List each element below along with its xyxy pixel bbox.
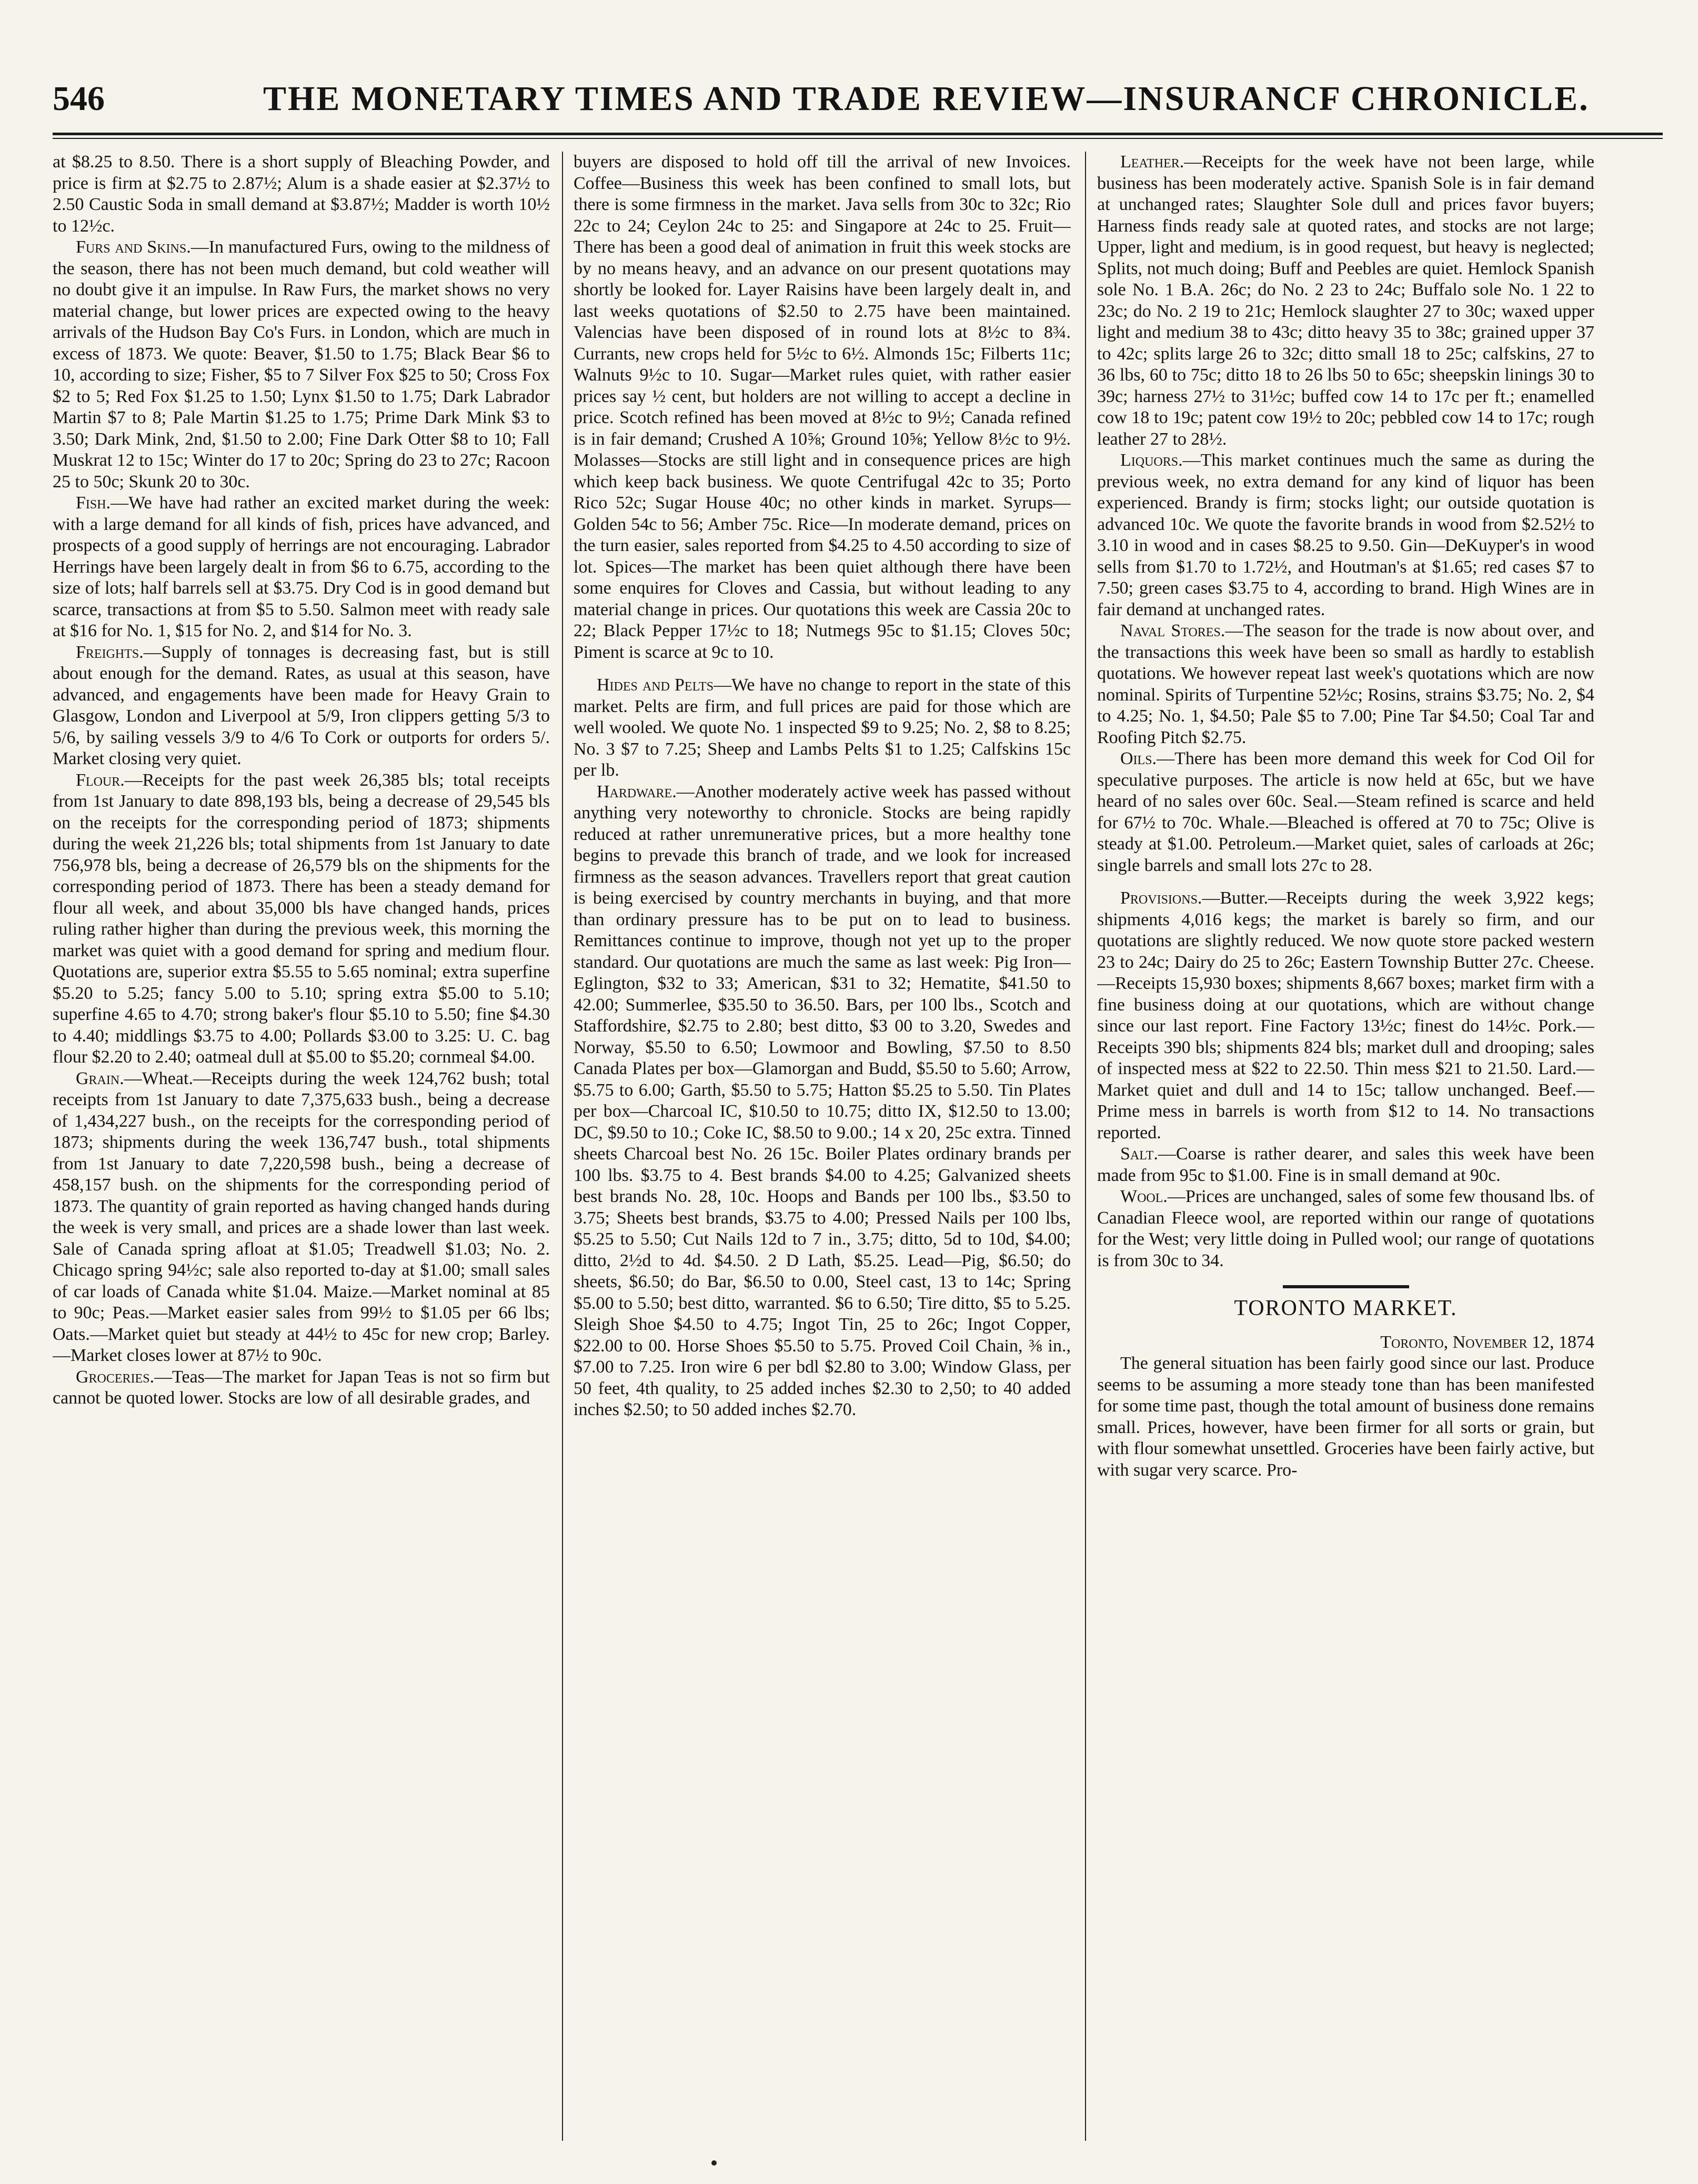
section-body: —Another moderately active week has passed without anything very noteworthy to chronicle. Stocks are being rapidly reduced at rather unremunerative prices, but a more healthy tone begins to prevade this branch of trade, and we look for increased firmness as the season advances. Travellers report that great caution is being exercised by country merchants in buying, and that more than ordinary pressure has to be put on to lead to business. Remittances continue to improve, though not yet up to the proper standard. Our quotations are much the same as last week: Pig Iron—Eglington, $32 to 33; American, $31 to 32; Hematite, $41.50 to 42.00; Summerlee, $35.50 to 36.50. Bars, per 100 lbs., Scotch and Staffordshire, $2.75 to 2.80; best ditto, $3 00 to 3.20, Swedes and Norway, $5.50 to 6.50; Lowmoor and Bowling, $7.50 to 8.50 Canada Plates per box—Glamorgan and Budd, $5.50 to 5.60; Arrow, $5.75 to 6.00; Garth, $5.50 to 5.75; Hatton $5.25 to 5.50. Tin Plates per box—Charcoal IC, $10.50 to 10.75; ditto IX, $12.50 to 13.00; DC, $9.50 to 10.; Coke IC, $8.50 to 9.00.; 14 x 20, 25c extra. Tinned sheets Charcoal best No. 26 15c. Boiler Plates ordinary brands per 100 lbs. $3.75 to 4. Best brands $4.00 to 4.25; Galvanized sheets best brands No. 28, 10c. Hoops and Bands per 100 lbs., $3.50 to 3.75; Sheets best brands, $3.75 to 4.00; Pressed Nails per 100 lbs, $5.25 to 5.50; Cut Nails 12d to 7 in., 3.75; ditto, 5d to 10d, $4.00; ditto, 2½d to 4d. $4.50. 2 D Lath, $5.25. Lead—Pig, $6.50; do sheets, $6.50; do Bar, $6.50 to 0.00, Steel cast, 13 to 14c; Spring $5.00 to 5.50; best ditto, warranted. $6 to 6.50; Tire ditto, $5 to 5.25. Sleigh Shoe $4.50 to 4.75; Ingot Tin, 25 to 26c; Ingot Copper, $22.00 to 00. Horse Shoes $5.50 to 5.75. Proved Coil Chain, ⅜ in., $7.00 to 7.25. Iron wire 6 per bdl $2.80 to 3.00; Window Glass, per 50 feet, 4th quality, to 25 added inches $2.30 to 2,50; to 40 added inches $2.50; to 50 added inches $2.70.: [574, 782, 1071, 1419]
section-body: —Receipts for the week have not been large, while business has been moderately active. Spanish Sole is in fair demand at unchanged rates; Slaughter Sole dull and prices favor buyers; Harness finds ready sale at quoted rates, and stocks are not large; Upper, light and medium, is in good request, but heavy is neglected; Splits, not much doing; Buff and Peebles are quiet. Hemlock Spanish sole No. 1 B.A. 26c; do No. 2 23 to 24c; Buffalo sole No. 1 22 to 23c; do No. 2 19 to 21c; Hemlock slaughter 27 to 30c; waxed upper light and medium 38 to 43c; ditto heavy 35 to 38c; grained upper 37 to 42c; splits large 26 to 32c; ditto small 18 to 25c; calfskins, 27 to 36 lbs, 60 to 75c; ditto 18 to 26 lbs 50 to 65c; sheepskin linings 30 to 39c; harness 27½ to 31½c; buffed cow 14 to 17c per ft.; enamelled cow 18 to 19c; patent cow 19½ to 20c; pebbled cow 14 to 17c; rough leather 27 to 28½.: [1097, 152, 1594, 449]
section-heading: Oils.: [1120, 749, 1157, 768]
section-heading: Liquors.: [1120, 450, 1183, 470]
section-body: —We have had rather an excited market during the week: with a large demand for all kinds of fish, prices have advanced, and prospects of a good supply of herrings are not encouraging. Labrador Herrings have been largely dealt in from $6 to 6.75, according to the size of lots; half barrels sell at $3.75. Dry Cod is in good demand but scarce, transactions at from $5 to 5.50. Salmon meet with ready sale at $16 for No. 1, $15 for No. 2, and $14 for No. 3.: [53, 493, 550, 640]
section-body: —Coarse is rather dearer, and sales this week have been made from 95c to $1.00. Fine is in small demand at 90c.: [1097, 1144, 1594, 1185]
section-body: —This market continues much the same as during the previous week, no extra demand for any kind of liquor has been experienced. Brandy is firm; stocks light; our outside quotation is advanced 10c. We quote the favorite brands in wood from $2.52½ to 3.10 in wood and in cases $8.25 to 9.50. Gin—DeKuyper's in wood sells from $1.70 to 1.72½, and Houtman's at $1.65; red cases $7 to 7.50; green cases $3.75 to 4, according to brand. High Wines are in fair demand at unchanged rates.: [1097, 450, 1594, 619]
chemicals-paragraph: at $8.25 to 8.50. There is a short supply of Bleaching Powder, and price is firm at $2.75 to 2.87½; Alum is a shade easier at $2.37½ to 2.50 Caustic Soda in small demand at $3.87½; Madder is worth 10½ to 12½c.: [53, 152, 550, 236]
section-heading: Provisions.: [1120, 888, 1202, 908]
section-body: —Receipts for the past week 26,385 bls; total receipts from 1st January to date 898,193 bls, being a decrease of 29,545 bls on the receipts for the corresponding period of 1873; shipments during the week 21,226 bls; total shipments from 1st January to date 756,978 bls, being a decrease of 26,579 bls on the shipments for the corresponding period of 1873. There has been a steady demand for flour all week, and about 35,000 bls have changed hands, prices ruling rather higher than during the previous week, this morning the market was quiet with a good demand for spring and medium flour. Quotations are, superior extra $5.55 to 5.65 nominal; extra superfine $5.20 to 5.25; fancy 5.00 to 5.10; spring extra $5.00 to 5.10; superfine 4.65 to 4.70; strong baker's flour $5.10 to 5.50; fine $4.30 to 4.40; middlings $3.75 to 4.00; Pollards $3.00 to 3.25: U. C. bag flour $2.20 to 2.40; oatmeal dull at $5.00 to $5.20; cornmeal $4.00.: [53, 770, 550, 1067]
section-heading: Grain.: [76, 1068, 124, 1088]
column-3: [1097, 152, 1594, 2151]
furs-section: [53, 237, 550, 493]
section-heading: Fish.: [76, 493, 111, 513]
section-heading: Wool.: [1120, 1187, 1168, 1206]
provisions-section: [1097, 888, 1594, 1144]
section-divider-rule: [1283, 1285, 1409, 1288]
section-body: —Supply of tonnages is decreasing fast, but is still about enough for the demand. Rates, as usual at this season, have advanced, and engagements have been made for Heavy Grain to Glasgow, London and Liverpool at 5/9, Iron clippers getting 5/3 to 5/6, by sailing vessels 3/9 to 4/6 To Cork or outports for orders 5/. Market closing very quiet.: [53, 642, 550, 768]
naval-stores-section: [1097, 620, 1594, 748]
section-heading: Freights.: [76, 642, 144, 662]
section-body: —The season for the trade is now about over, and the transactions this week have been so small as hardly to establish quotations. We however repeat last week's quotations which are now nominal. Spirits of Turpentine 52½c; Rosins, strains $3.75; No. 2, $4 to 4.25; No. 1, $4.50; Pale $5 to 7.00; Pine Tar $4.50; Coal Tar and Roofing Pitch $2.75.: [1097, 621, 1594, 747]
section-body: —Butter.—Receipts during the week 3,922 kegs; shipments 4,016 kegs; the market is barely so firm, and our quotations are slightly reduced. We now quote store packed western 23 to 24c; Dairy do 25 to 26c; Eastern Township Butter 27c. Cheese.—Receipts 15,930 boxes; shipments 8,667 boxes; market firm with a fine business doing at our quotations, which are without change since our last report. Fine Factory 13½c; finest do 14½c. Pork.—Receipts 390 bls; shipments 824 bls; market dull and drooping; sales of inspected mess at $22 to 22.50. Thin mess $21 to 21.50. Lard.—Market quiet and dull and 14 to 15c; tallow unchanged. Beef.—Prime mess in barrels is worth from $12 to 14. No transactions reported.: [1097, 888, 1594, 1143]
section-gap: [1097, 876, 1594, 888]
section-body: —In manufactured Furs, owing to the mildness of the season, there has not been much demand, but cold weather will no doubt give it an impulse. In Raw Furs, the market shows no very material change, but lower prices are expected owing to the heavy arrivals of the Hudson Bay Co's Furs. in London, which are much in excess of 1873. We quote: Beaver, $1.50 to 1.75; Black Bear $6 to 10, according to size; Fisher, $5 to 7 Silver Fox $25 to 50; Cross Fox $2 to 5; Red Fox $1.25 to 1.50; Lynx $1.50 to 1.75; Dark Labrador Martin $7 to 8; Pale Martin $1.25 to 1.75; Prime Dark Mink $3 to 3.50; Dark Mink, 2nd, $1.50 to 2.00; Fine Dark Otter $8 to 10; Fall Muskrat 12 to 15c; Winter do 17 to 20c; Spring do 23 to 27c; Racoon 25 to 50c; Skunk 20 to 30c.: [53, 237, 550, 492]
section-gap: [574, 663, 1071, 675]
section-heading: Hides and Pelts: [597, 675, 714, 695]
salt-section: [1097, 1144, 1594, 1186]
toronto-dateline: Toronto, November 12, 1874: [1380, 1332, 1594, 1352]
section-heading: Furs and Skins.: [76, 237, 191, 257]
liquors-section: [1097, 450, 1594, 620]
section-heading: Salt.: [1120, 1144, 1158, 1164]
header-rule-thin: [53, 138, 1663, 139]
section-body: —Prices are unchanged, sales of some few thousand lbs. of Canadian Fleece wool, are reported within our range of quotations for the West; very little doing in Pulled wool; our range of quotations is from 30c to 34.: [1097, 1187, 1594, 1270]
hides-section: [574, 675, 1071, 782]
section-body: —There has been more demand this week for Cod Oil for speculative purposes. The article is now held at 65c, but we have heard of no sales over 60c. Seal.—Steam refined is scarce and held for 67½ to 70c. Whale.—Bleached is offered at 70 to 75c; Olive is steady at $1.00. Petroleum.—Market quiet, sales of carloads at 26c; single barrels and small lots 27c to 28.: [1097, 749, 1594, 875]
column-separator: [562, 152, 563, 2141]
groceries-continued: buyers are disposed to hold off till the arrival of new Invoices. Coffee—Business this week has been confined to small lots, but there is some firmness in the market. Java sells from 30c to 32c; Rio 22c to 24; Ceylon 24c to 25: and Singapore at 24c to 25. Fruit—There has been a good deal of animation in fruit this week stocks are by no means heavy, and an advance on our present quotations may shortly be looked for. Layer Raisins have been largely dealt in, and last weeks quotations of $2.50 to 2.75 have been maintained. Valencias have been disposed of in round lots at 8½c to 8¾. Currants, new crops held for 5½c to 6½. Almonds 15c; Filberts 11c; Walnuts 9½c to 10. Sugar—Market rules quiet, with rather easier prices say ½ cent, but holders are not willing to accept a decline in price. Scotch refined has been moved at 8½c to 9½; Canada refined is in fair demand; Crushed A 10⅝; Ground 10⅝; Yellow 8½c to 9½. Molasses—Stocks are still light and in consequence prices are high which keep back business. We quote Centrifugal 42c to 35; Porto Rico 52c; Sugar House 40c; no other kinds in market. Syrups—Golden 54c to 56; Amber 75c. Rice—In moderate demand, prices on the turn easier, sales reported from $4.25 to 4.50 according to size of lot. Spices—The market has been quiet although there have been some enquires for Cloves and Cassia, but without leading to any material change in prices. Our quotations this week are Cassia 20c to 22; Black Pepper 17½c to 18; Nutmegs 95c to $1.15; Cloves 50c; Piment is scarce at 9c to 10.: [574, 152, 1071, 662]
section-heading: Leather.: [1120, 152, 1184, 172]
column-separator: [1085, 152, 1086, 2141]
column-2: [574, 152, 1071, 2151]
header-rule: [53, 133, 1663, 135]
section-heading: Flour.: [76, 770, 125, 790]
section-body: —Teas—The market for Japan Teas is not so firm but cannot be quoted lower. Stocks are low of all desirable grades, and: [53, 1367, 550, 1408]
wool-section: [1097, 1186, 1594, 1271]
fish-section: [53, 493, 550, 642]
toronto-market-body: The general situation has been fairly good since our last. Produce seems to be assuming a more steady tone than has been manifested for some time past, though the total amount of business done remains small. Prices, however, have been firmer for all sorts or grain, but with flour somewhat unsettled. Groceries have been fairly active, but with sugar very scarce. Pro-: [1097, 1354, 1594, 1480]
flour-section: [53, 770, 550, 1068]
section-body: —We have no change to report in the state of this market. Pelts are firm, and full prices are paid for those which are well wooled. We quote No. 1 inspected $9 to 9.25; No. 2, $8 to 8.25; No. 3 $7 to 7.25; Sheep and Lambs Pelts $1 to 1.25; Calfskins 15c per lb.: [574, 675, 1071, 780]
toronto-market-heading: TORONTO MARKET.: [1234, 1296, 1458, 1320]
groceries-section: [53, 1367, 550, 1409]
oils-section: [1097, 748, 1594, 876]
column-1: [53, 152, 550, 2151]
page-number: 546: [53, 79, 105, 118]
article-columns: [53, 152, 1673, 2151]
hardware-section: [574, 782, 1071, 1421]
leather-section: [1097, 152, 1594, 450]
footer-dot-mark: [711, 2160, 717, 2166]
page-header: [42, 79, 1663, 137]
grain-section: [53, 1068, 550, 1367]
section-heading: Naval Stores.: [1120, 621, 1225, 640]
freights-section: [53, 642, 550, 770]
section-body: —Wheat.—Receipts during the week 124,762 bush; total receipts from 1st January to date 7,375,633 bush., being a decrease of 1,434,227 bush., on the receipts for the corresponding period of 1873; shipments during the week 136,747 bush., total shipments from 1st January to date 7,220,598 bush., being a decrease of 458,157 bush. on the shipments for the corresponding period of 1873. The quantity of grain reported as having changed hands during the week is very small, and prices are a shade lower than last week. Sale of Canada spring afloat at $1.05; Treadwell $1.03; No. 2. Chicago spring 94½c; sale also reported to-day at $1.00; small sales of car loads of Canada white $1.04. Maize.—Market nominal at 85 to 90c; Peas.—Market easier sales from 99½ to $1.05 per 66 lbs; Oats.—Market quiet but steady at 44½ to 45c for new crop; Barley.—Market closes lower at 87½ to 90c.: [53, 1068, 550, 1365]
masthead-title: THE MONETARY TIMES AND TRADE REVIEW—INSURANCF CHRONICLE.: [263, 79, 1590, 118]
section-heading: Groceries.: [76, 1367, 155, 1387]
section-heading: Hardware.: [597, 782, 677, 802]
